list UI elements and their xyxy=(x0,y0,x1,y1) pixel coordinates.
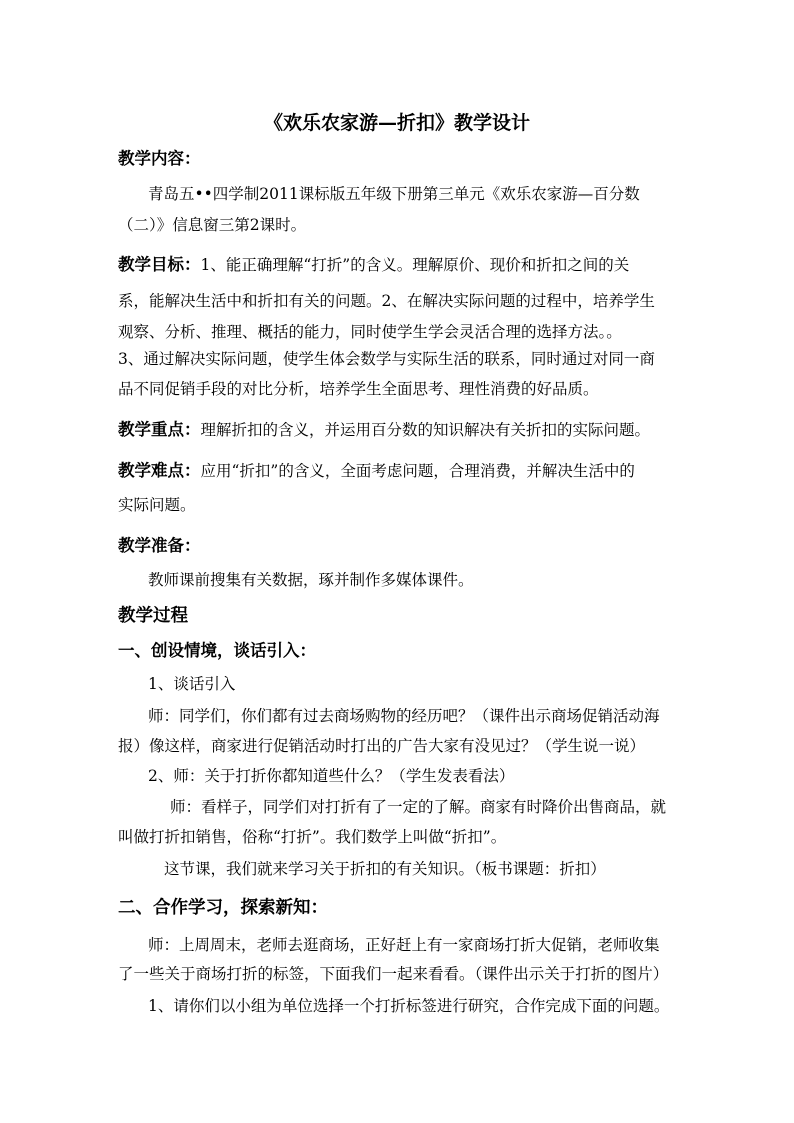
section1-line: 师：同学们，你们都有过去商场购物的经历吧？（课件出示商场促销活动海 xyxy=(148,707,660,725)
key-point-text: 理解折扣的含义，并运用百分数的知识解决有关折扣的实际问题。 xyxy=(200,421,651,439)
section1-heading: 一、创设情境，谈话引入： xyxy=(118,641,316,660)
process-heading: 教学过程 xyxy=(118,606,188,626)
section2-line: 了一些关于商场打折的标签，下面我们一起来看看。（课件出示关于打折的图片） xyxy=(118,965,669,983)
content-heading: 教学内容： xyxy=(118,149,201,168)
content-line: 青岛五••四学制2011课标版五年级下册第三单元《欢乐农家游—百分数 xyxy=(148,185,640,203)
preparation-text: 教师课前搜集有关数据，琢并制作多媒体课件。 xyxy=(148,571,474,589)
difficulty-paragraph xyxy=(118,463,635,480)
goals-line: 系，能解决生活中和折扣有关的问题。2、在解决实际问题的过程中，培养学生 xyxy=(118,292,655,310)
goals-line: 3、通过解决实际问题，使学生体会数学与实际生活的联系，同时通过对同一商 xyxy=(118,350,655,368)
difficulty-line: 实际问题。 xyxy=(118,496,196,514)
goals-paragraph xyxy=(118,257,629,274)
content-line: （二）》信息窗三第2课时。 xyxy=(118,216,307,234)
goals-line: 1、能正确理解“打折”的含义。理解原价、现价和折扣之间的关 xyxy=(200,256,630,274)
difficulty-line: 应用“折扣”的含义，全面考虑问题，合理消费，并解决生活中的 xyxy=(200,462,635,480)
section1-line: 2、师：关于打折你都知道些什么？（学生发表看法） xyxy=(148,767,515,785)
section1-line: 1、谈话引入 xyxy=(148,675,236,693)
section1-line: 这节课，我们就来学习关于折扣的有关知识。（板书课题：折扣） xyxy=(164,860,606,878)
section1-line: 报）像这样，商家进行促销活动时打出的广告大家有没见过？（学生说一说） xyxy=(118,737,646,755)
goals-line: 品不同促销手段的对比分析，培养学生全面思考、理性消费的好品质。 xyxy=(118,380,599,398)
section1-line: 叫做打折扣销售，俗称“打折”。我们数学上叫做“折扣”。 xyxy=(118,828,507,846)
section1-line: 师：看样子，同学们对打折有了一定的了解。商家有时降价出售商品，就 xyxy=(170,798,667,816)
section2-line: 师：上周周末，老师去逛商场，正好赶上有一家商场打折大促销，老师收集 xyxy=(148,936,660,954)
goals-label: 教学目标： xyxy=(118,255,201,274)
document-title: 《欢乐农家游—折扣》教学设计 xyxy=(263,112,530,134)
key-point-paragraph xyxy=(118,422,650,439)
key-point-label: 教学重点： xyxy=(118,420,201,439)
goals-line: 观察、分析、推理、概括的能力，同时使学生学会灵活合理的选择方法。。 xyxy=(118,323,622,341)
section2-heading: 二、合作学习，探索新知： xyxy=(118,898,328,918)
section2-line: 1、请你们以小组为单位选择一个打折标签进行研究，合作完成下面的问题。 xyxy=(148,997,670,1015)
difficulty-label: 教学难点： xyxy=(118,461,201,480)
preparation-heading: 教学准备： xyxy=(118,536,201,555)
